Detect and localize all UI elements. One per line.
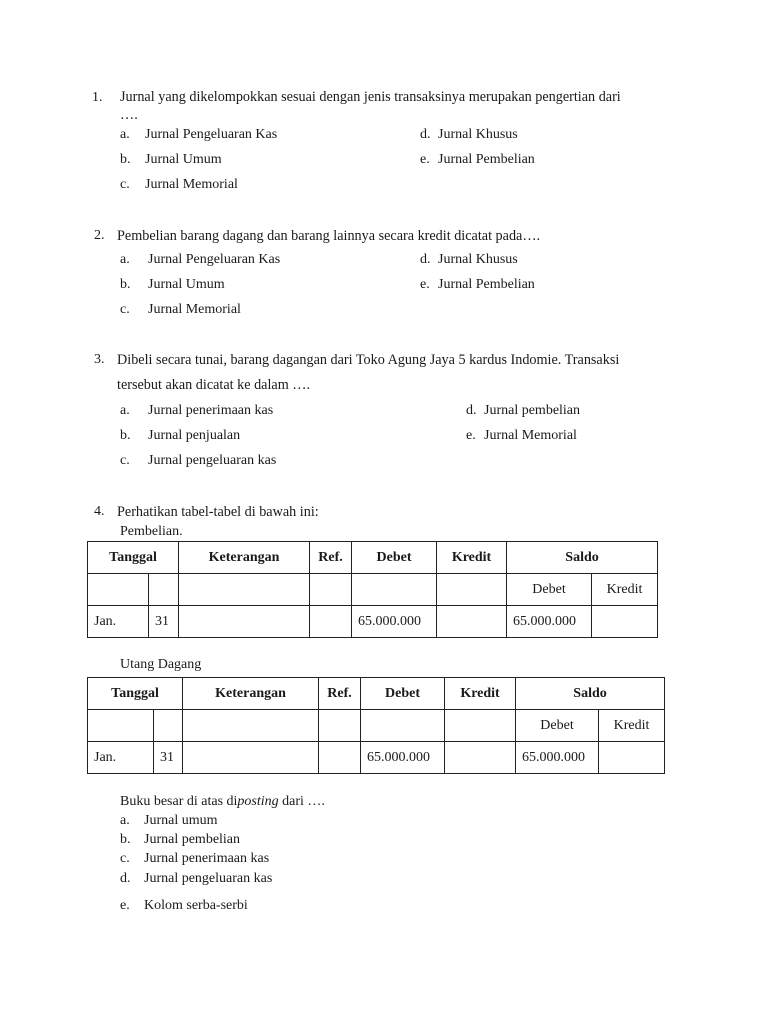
cell-saldo-kredit — [599, 742, 665, 774]
cell-ref — [310, 606, 352, 638]
cell-ref — [319, 742, 361, 774]
empty-cell — [179, 574, 310, 606]
option-letter: d. — [120, 871, 131, 886]
option-letter: a. — [120, 813, 130, 828]
subheader-saldo-kredit: Kredit — [599, 710, 665, 742]
cell-month: Jan. — [88, 742, 154, 774]
header-ref: Ref. — [319, 678, 361, 710]
option-text: Jurnal Khusus — [438, 252, 518, 267]
empty-cell — [154, 710, 183, 742]
option-text: Jurnal penerimaan kas — [148, 403, 274, 418]
table-title-utang-dagang: Utang Dagang — [120, 657, 202, 672]
cell-saldo-debet: 65.000.000 — [507, 606, 592, 638]
empty-cell — [361, 710, 445, 742]
option-text: Jurnal penjualan — [148, 428, 241, 443]
option-letter: a. — [120, 403, 130, 418]
empty-cell — [352, 574, 437, 606]
option-text: Jurnal Memorial — [145, 177, 238, 192]
empty-cell — [88, 710, 154, 742]
cell-debet: 65.000.000 — [361, 742, 445, 774]
question-sub-text-italic: posting — [237, 794, 279, 809]
question-text: Pembelian barang dagang dan barang lainnya secara kredit dicatat pada…. — [117, 228, 541, 244]
table-title-pembelian: Pembelian. — [120, 524, 183, 539]
question-text-continued: tersebut akan dicatat ke dalam …. — [117, 377, 311, 393]
option-letter: d. — [466, 403, 477, 418]
header-saldo: Saldo — [516, 678, 665, 710]
option-text: Jurnal Khusus — [438, 127, 518, 142]
table-header-row — [88, 678, 665, 710]
option-letter: e. — [420, 277, 430, 292]
cell-kredit — [437, 606, 507, 638]
subheader-saldo-debet: Debet — [507, 574, 592, 606]
option-text: Jurnal Memorial — [148, 302, 241, 317]
empty-cell — [437, 574, 507, 606]
empty-cell — [183, 710, 319, 742]
question-number: 4. — [94, 504, 105, 519]
question-number: 3. — [94, 352, 105, 367]
option-letter: c. — [120, 302, 130, 317]
header-debet: Debet — [352, 542, 437, 574]
question-sub-text-part: Buku besar di atas di — [120, 794, 238, 809]
header-tanggal: Tanggal — [88, 678, 183, 710]
cell-saldo-debet: 65.000.000 — [516, 742, 599, 774]
option-text: Jurnal Umum — [148, 277, 225, 292]
question-number: 1. — [92, 90, 103, 105]
option-letter: d. — [420, 127, 431, 142]
option-text: Jurnal Umum — [145, 152, 222, 167]
option-letter: c. — [120, 851, 130, 866]
ledger-table-pembelian — [87, 541, 658, 638]
question-text-continued: …. — [120, 107, 138, 123]
option-letter: a. — [120, 252, 130, 267]
table-header-row — [88, 542, 658, 574]
subheader-saldo-debet: Debet — [516, 710, 599, 742]
header-saldo: Saldo — [507, 542, 658, 574]
empty-cell — [88, 574, 149, 606]
cell-keterangan — [179, 606, 310, 638]
option-text: Kolom serba-serbi — [144, 898, 248, 913]
option-text: Jurnal Pengeluaran Kas — [148, 252, 281, 267]
cell-saldo-kredit — [592, 606, 658, 638]
question-text: Dibeli secara tunai, barang dagangan dari Toko Agung Jaya 5 kardus Indomie. Transaksi — [117, 352, 620, 368]
question-sub-text — [120, 794, 325, 810]
header-keterangan: Keterangan — [179, 542, 310, 574]
option-text: Jurnal umum — [144, 813, 218, 828]
empty-cell — [319, 710, 361, 742]
cell-day: 31 — [154, 742, 183, 774]
cell-day: 31 — [149, 606, 179, 638]
option-text: Jurnal Pembelian — [438, 152, 535, 167]
option-letter: b. — [120, 152, 131, 167]
option-letter: b. — [120, 832, 131, 847]
subheader-saldo-kredit: Kredit — [592, 574, 658, 606]
option-letter: e. — [420, 152, 430, 167]
empty-cell — [310, 574, 352, 606]
cell-kredit — [445, 742, 516, 774]
option-text: Jurnal pembelian — [484, 403, 581, 418]
cell-month: Jan. — [88, 606, 149, 638]
empty-cell — [445, 710, 516, 742]
option-text: Jurnal Memorial — [484, 428, 577, 443]
option-text: Jurnal pengeluaran kas — [148, 453, 277, 468]
option-letter: c. — [120, 177, 130, 192]
table-row — [88, 742, 665, 774]
table-subheader-row — [88, 710, 665, 742]
header-kredit: Kredit — [445, 678, 516, 710]
header-kredit: Kredit — [437, 542, 507, 574]
option-letter: b. — [120, 277, 131, 292]
question-number: 2. — [94, 228, 105, 243]
header-debet: Debet — [361, 678, 445, 710]
option-text: Jurnal Pengeluaran Kas — [145, 127, 278, 142]
cell-keterangan — [183, 742, 319, 774]
ledger-table-utang-dagang — [87, 677, 665, 774]
table-row — [88, 606, 658, 638]
option-text: Jurnal penerimaan kas — [144, 851, 270, 866]
option-text: Jurnal pembelian — [144, 832, 241, 847]
question-text: Jurnal yang dikelompokkan sesuai dengan jenis transaksinya merupakan pengertian dari — [120, 89, 621, 105]
option-letter: b. — [120, 428, 131, 443]
option-text: Jurnal Pembelian — [438, 277, 535, 292]
header-keterangan: Keterangan — [183, 678, 319, 710]
option-letter: e. — [466, 428, 476, 443]
cell-debet: 65.000.000 — [352, 606, 437, 638]
table-subheader-row — [88, 574, 658, 606]
option-text: Jurnal pengeluaran kas — [144, 871, 273, 886]
option-letter: c. — [120, 453, 130, 468]
option-letter: e. — [120, 898, 130, 913]
question-sub-text-part: dari …. — [278, 794, 325, 809]
option-letter: a. — [120, 127, 130, 142]
header-tanggal: Tanggal — [88, 542, 179, 574]
empty-cell — [149, 574, 179, 606]
header-ref: Ref. — [310, 542, 352, 574]
option-letter: d. — [420, 252, 431, 267]
question-text: Perhatikan tabel-tabel di bawah ini: — [117, 504, 319, 520]
